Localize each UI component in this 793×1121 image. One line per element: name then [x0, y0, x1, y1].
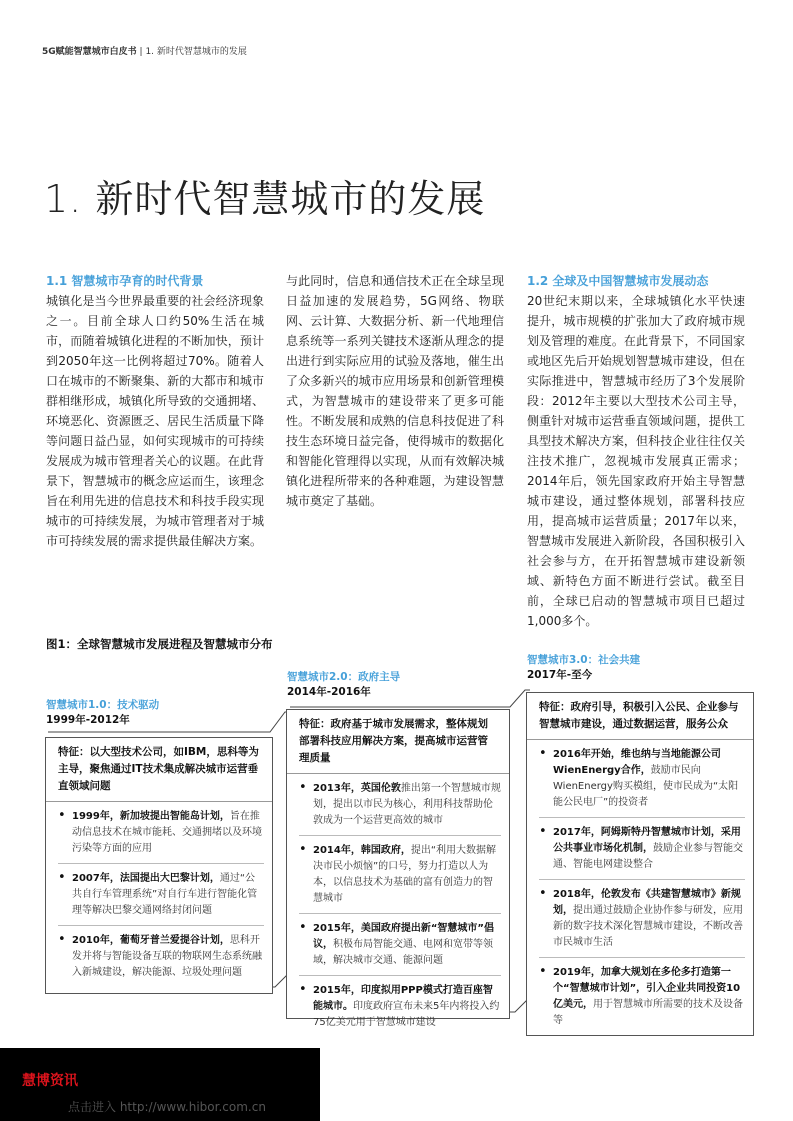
item-text: 用于智慧城市所需要的技术及设备等: [553, 999, 743, 1026]
item-lead: 2016年开始，维也纳与当地能源公司WienEnergy合作，: [553, 749, 721, 776]
item-lead: 2015年，印度拟用PPP模式打造百座智能城市。: [313, 985, 493, 1012]
list-item: [58, 926, 264, 987]
phase-1-feature: 特征：以大型技术公司，如IBM，思科等为主导，聚焦通过IT技术集成解决城市运营垂直领域问题: [46, 738, 272, 802]
list-item: [539, 740, 745, 818]
item-lead: 2007年，法国提出大巴黎计划，: [72, 873, 220, 884]
section-body-continued: 与此同时，信息和通信技术正在全球呈现日益加速的发展趋势，5G网络、物联网、云计算、大数据分析、新一代地理信息系统等一系列关键技术逐渐从理念的提出进行到实际应用的试验及落地，催生出了众多新兴的城市应用场景和创新管理模式，为智慧城市的建设带来了更多可能性。不断发展和成熟的信息科技促进了科技生态环境日益完备，使得城市的数据化和智能化管理得以实现，从而有效解决城镇化进程所带来的各种难题，为建设智慧城市奠定了基础。: [286, 274, 504, 508]
running-header: [42, 44, 247, 57]
phase-3-box: [526, 692, 754, 1036]
phase-3-feature: 特征：政府引导，积极引入公民、企业参与智慧城市建设，通过数据运营，服务公众: [527, 693, 753, 740]
item-text: 鼓励市民向WienEnergy购买模组，使市民成为“太阳能公民电厂”的投资者: [553, 765, 739, 808]
list-item: [299, 774, 501, 836]
list-item: [299, 914, 501, 976]
phase-1-box: [45, 737, 273, 994]
doc-name: 5G赋能智慧城市白皮书: [42, 47, 137, 57]
section-heading-1-2: 1.2 全球及中国智慧城市发展动态: [527, 274, 709, 288]
column-1: [46, 271, 264, 551]
item-text: 鼓励企业参与智能交通、智能电网建设整合: [553, 843, 743, 870]
connector-1-top: [48, 712, 290, 732]
item-text: 推出第一个智慧城市规划，提出以市民为核心，利用科技帮助伦敦成为一个运营更高效的城市: [313, 783, 501, 826]
list-item: [58, 864, 264, 926]
page-title: 1. 新时代智慧城市的发展: [44, 177, 486, 221]
phase-2-list: [287, 774, 509, 1037]
phase-1-years: 1999年-2012年: [46, 714, 130, 726]
item-text: 通过“公共自行车管理系统”对自行车进行智能化管理等解决巴黎交通网络封闭问题: [72, 873, 258, 916]
phase-2-feature: 特征：政府基于城市发展需求，整体规划部署科技应用解决方案，提高城市运营管理质量: [287, 710, 509, 774]
item-text: 印度政府宣布未来5年内将投入约75亿美元用于智慧城市建设: [313, 1001, 500, 1028]
item-lead: 2015年，美国政府提出新“智慧城市”倡议，: [313, 923, 494, 950]
watermark-banner[interactable]: [0, 1048, 320, 1121]
phase-2-years: 2014年-2016年: [287, 686, 371, 698]
item-text: 思科开发并将与智能设备互联的物联网生态系统融入新城建设，解决能源、垃圾处理问题: [72, 935, 262, 978]
phase-3-list: [527, 740, 753, 1035]
item-lead: 2017年，阿姆斯特丹智慧城市计划，采用公共事业市场化机制，: [553, 827, 741, 854]
list-item: [299, 836, 501, 914]
item-text: 旨在推动信息技术在城市能耗、交通拥堵以及环境污染等方面的应用: [72, 811, 262, 854]
item-lead: 2010年，葡萄牙普兰爱提谷计划，: [72, 935, 230, 946]
list-item: [299, 976, 501, 1037]
phase-2-name: 智慧城市2.0：政府主导: [287, 671, 401, 683]
item-text: 积极布局智能交通、电网和宽带等领域，解决城市交通、能源问题: [313, 939, 493, 966]
phase-3-years: 2017年-至今: [527, 669, 593, 681]
figure-title: 图1：全球智慧城市发展进程及智慧城市分布: [46, 637, 273, 651]
item-lead: 2013年，英国伦敦: [313, 783, 401, 794]
phase-2-box: [286, 709, 510, 1028]
column-3: [527, 271, 745, 631]
item-text: 提出“利用大数据解决市民小烦恼”的口号，努力打造以人为本，以信息技术为基础的富有创造力的智慧城市: [313, 845, 497, 904]
list-item: [539, 958, 745, 1035]
list-item: [539, 880, 745, 958]
section-name: 1. 新时代智慧城市的发展: [145, 47, 247, 57]
item-lead: 1999年，新加坡提出智能岛计划，: [72, 811, 230, 822]
list-item: [58, 802, 264, 864]
item-lead: 2019年，加拿大规划在多伦多打造第一个“智慧城市计划”，引入企业共同投资10亿美元，: [553, 967, 741, 1010]
column-2: [286, 271, 504, 511]
phase-1-list: [46, 802, 272, 987]
phase-1-name: 智慧城市1.0：技术驱动: [46, 699, 160, 711]
watermark-link[interactable]: 点击进入 http://www.hibor.com.cn: [68, 1100, 266, 1114]
section-heading-1-1: 1.1 智慧城市孕育的时代背景: [46, 274, 204, 288]
header-separator: |: [139, 47, 143, 57]
section-body-1-1: 城镇化是当今世界最重要的社会经济现象之一。目前全球人口约50%生活在城市，而随着城镇化进程的不断加快，预计到2050年这一比例将超过70%。随着人口在城市的不断聚集、新的大都市和城市群相继形成，城镇化所导致的交通拥堵、环境恶化、资源匮乏、居民生活质量下降等问题日益凸显，如何实现城市的可持续发展成为城市管理者关心的议题。在此背景下，智慧城市的概念应运而生，该理念旨在利用先进的信息技术和科技手段实现城市的可持续发展，为城市管理者对于城市可持续发展的需求提供最佳解决方案。: [46, 294, 264, 548]
item-lead: 2014年，韩国政府，: [313, 845, 411, 856]
phase-3-name: 智慧城市3.0：社会共建: [527, 654, 641, 666]
watermark-brand: 慧博资讯: [22, 1073, 78, 1089]
connector-2-top: [290, 690, 530, 707]
phase-3-label: [527, 653, 640, 683]
item-text: 提出通过鼓励企业协作参与研发，应用新的数字技术深化智慧城市建设，不断改善市民城市生活: [553, 905, 743, 948]
section-body-1-2: 20世纪末期以来，全球城镇化水平快速提升，城市规模的扩张加大了政府城市规划及管理的难度。在此背景下，不同国家或地区先后开始规划智慧城市建设，但在实际推进中，智慧城市经历了3个发展阶段：2012年主要以大型技术公司主导，侧重针对城市运营垂直领域问题，提供工具型技术解决方案，但科技企业往往仅关注技术推广，忽视城市发展真正需求；2014年后，领先国家政府开始主导智慧城市建设，通过整体规划，部署科技应用，提高城市运营质量；2017年以来，智慧城市发展进入新阶段，各国积极引入社会参与方，在开拓智慧城市建设新领域、新特色方面不断进行尝试。截至目前，全球已启动的智慧城市项目已超过1,000多个。: [527, 294, 745, 628]
list-item: [539, 818, 745, 880]
item-lead: 2018年，伦敦发布《共建智慧城市》新规划，: [553, 889, 741, 916]
